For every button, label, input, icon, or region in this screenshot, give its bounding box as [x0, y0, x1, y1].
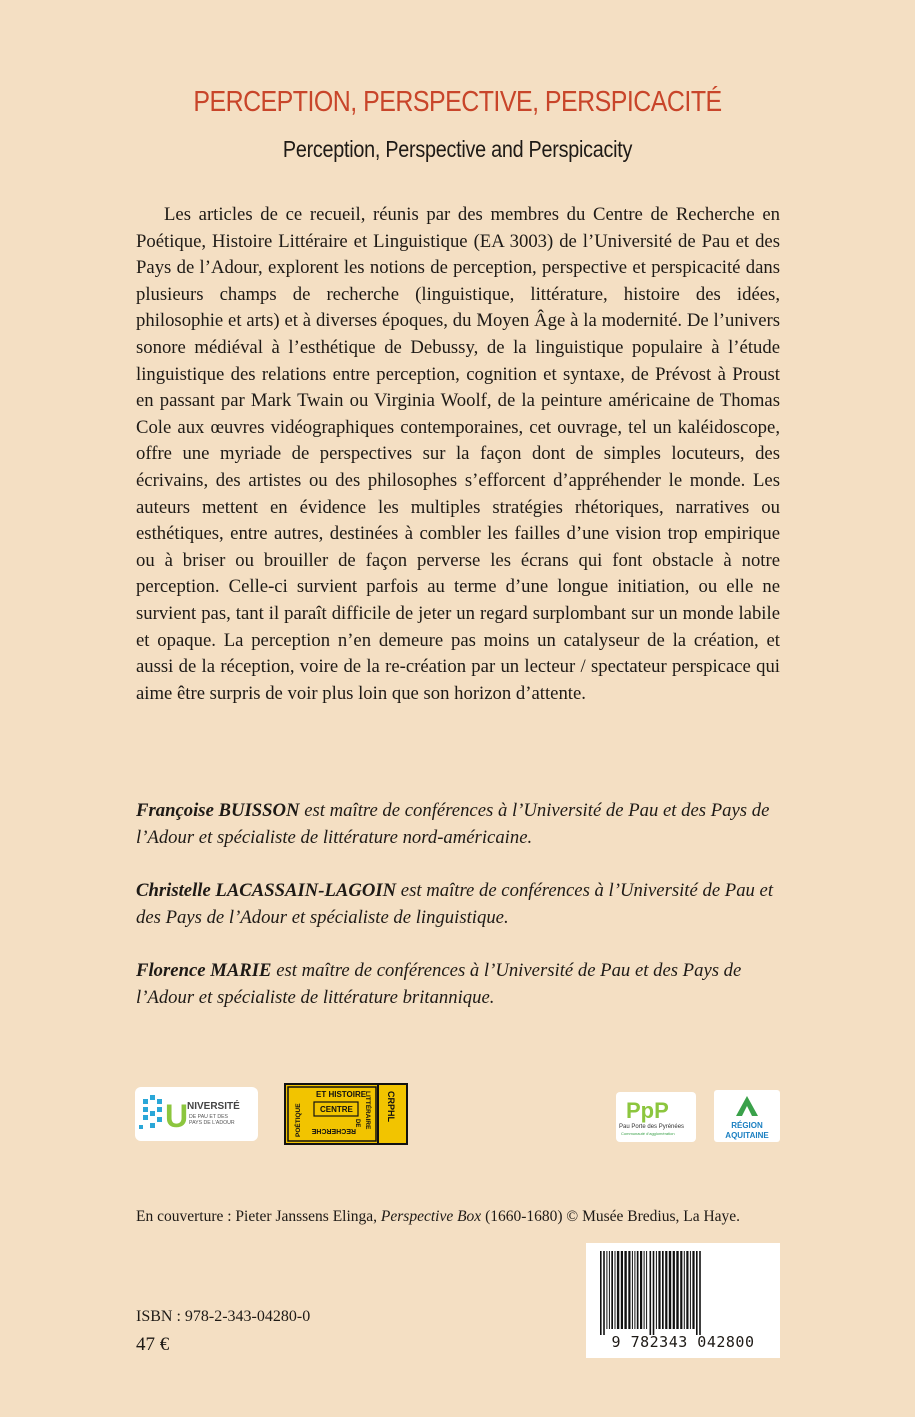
isbn: ISBN : 978-2-343-04280-0: [136, 1308, 311, 1325]
barcode: [586, 1243, 780, 1358]
barcode-bar: [644, 1251, 645, 1329]
barcode-bar: [637, 1251, 639, 1329]
barcode-bar: [673, 1251, 675, 1329]
barcode-bar: [680, 1251, 682, 1329]
barcode-bar: [600, 1251, 602, 1335]
author-description: est maître de conférences à l’Université de Pau et des Pays de l’Adour et spécialiste de linguistique.: [136, 880, 774, 928]
abstract-paragraph: Les articles de ce recueil, réunis par des membres du Centre de Recherche en Poétique, Histoire Littéraire et Linguistique (EA 3003) de l’Université de Pau et des Pays de l’Adour, explorent les notions de perception, perspective et perspicacité dans plusieurs champs de recherche (linguistique, littérature, histoire des idées, philosophie et arts) et à diverses époques, du Moyen Âge à la modernité. De l’univers sonore médiéval à l’esthétique de Debussy, de la linguistique populaire à l’étude linguistique des relations entre perception, cognition et syntaxe, de Prévost à Proust en passant par Mark Twain ou Virginia Woolf, de la peinture américaine de Thomas Cole aux œuvres vidéographiques contemporaines, cet ouvrage, tel un kaléidoscope, offre une myriade de perspectives sur la façon dont de simples locuteurs, des écrivains, des artistes ou des philosophes s’efforcent d’appréhender le monde. Les auteurs mettent en évidence les multiples stratégies rhétoriques, narratives ou esthétiques, entre autres, destinées à combler les failles d’une vision trop empirique ou à briser ou brouiller de façon perverse les écrans qui font obstacle à notre perception. Celle-ci survient parfois au terme d’une longue initiation, ou elle ne survient pas, tant il paraît difficile de jeter un regard surplombant sur un monde labile et opaque. La perception n’en demeure pas moins un catalyseur de la création, et aussi de la réception, voire de la re-création par un lecteur / spectateur perspicace qui aime être surpris de voir plus loin que son horizon d’attente.: [136, 204, 780, 704]
barcode-bar: [650, 1251, 652, 1335]
author-name: Françoise BUISSON: [136, 800, 300, 821]
barcode-bar: [665, 1251, 667, 1329]
barcode-bar: [656, 1251, 657, 1329]
barcode-bar: [624, 1251, 626, 1329]
crphl-side-text: CRPHL: [386, 1091, 396, 1122]
upp-line1: NIVERSITÉ: [187, 1101, 240, 1112]
university-pau-logo: [135, 1087, 258, 1141]
pau-pyrenees-logo: [616, 1092, 696, 1142]
upp-line2: DE PAU ET DES: [189, 1114, 229, 1120]
ppp-mark: PpP: [626, 1098, 669, 1123]
author-bio-2: [136, 878, 780, 931]
crphl-logo: [284, 1083, 408, 1145]
region-aquitaine-logo: [714, 1090, 780, 1142]
barcode-bar: [632, 1251, 633, 1329]
barcode-bar: [640, 1251, 642, 1329]
barcode-bar: [621, 1251, 623, 1329]
ppp-line2: Communauté d’agglomération: [621, 1131, 675, 1136]
author-bio-1: [136, 798, 780, 851]
crphl-text-d: LITTÉRAIRE: [364, 1091, 371, 1130]
author-name: Florence MARIE: [136, 960, 272, 981]
barcode-bar: [699, 1251, 701, 1335]
crphl-text-e: DE: [354, 1119, 360, 1128]
author-description: est maître de conférences à l’Université de Pau et des Pays de l’Adour et spécialiste de littérature britannique.: [136, 960, 742, 1008]
price: 47 €: [136, 1334, 170, 1355]
barcode-bar: [611, 1251, 613, 1329]
barcode-bar: [669, 1251, 671, 1329]
barcode-bar: [609, 1251, 610, 1329]
book-subtitle: Perception, Perspective and Perspicacity: [282, 136, 633, 162]
barcode-digits: 9 782343 042800: [611, 1333, 755, 1351]
barcode-bar: [696, 1251, 698, 1335]
barcode-bar: [646, 1251, 647, 1329]
author-bio-3: [136, 958, 780, 1011]
credit-prefix: En couverture : Pieter Janssens Elinga,: [136, 1208, 381, 1225]
upp-mark: U: [165, 1098, 189, 1134]
barcode-bar: [606, 1251, 607, 1329]
crphl-text-a: ET HISTOIRE: [316, 1090, 367, 1099]
aquitaine-line2: AQUITAINE: [725, 1131, 769, 1140]
barcode-bar: [603, 1251, 605, 1335]
barcode-bar: [686, 1251, 688, 1329]
barcode-bar: [684, 1251, 685, 1329]
crphl-text-f: RECHERCHE: [311, 1127, 356, 1134]
barcode-bar: [658, 1251, 660, 1329]
crphl-text-c: POÉTIQUE: [295, 1103, 302, 1137]
barcode-bar: [662, 1251, 664, 1329]
credit-work-title: Perspective Box: [380, 1208, 482, 1225]
author-name: Christelle LACASSAIN-LAGOIN: [136, 880, 397, 901]
book-title: PERCEPTION, PERSPECTIVE, PERSPICACITÉ: [193, 86, 722, 118]
barcode-bar: [617, 1251, 619, 1329]
barcode-bar: [634, 1251, 635, 1329]
ppp-line1: Pau Porte des Pyrénées: [619, 1124, 685, 1130]
upp-line3: PAYS DE L’ADOUR: [189, 1120, 235, 1126]
author-description: est maître de conférences à l’Université de Pau et des Pays de l’Adour et spécialiste de littérature nord-américaine.: [136, 800, 770, 848]
barcode-bar: [690, 1251, 691, 1329]
barcode-bar: [692, 1251, 694, 1329]
aquitaine-line1: RÉGION: [731, 1121, 763, 1130]
credit-suffix: (1660-1680) © Musée Bredius, La Haye.: [481, 1208, 741, 1225]
barcode-bar: [676, 1251, 678, 1329]
barcode-bar: [653, 1251, 655, 1335]
crphl-text-b: CENTRE: [320, 1105, 353, 1114]
barcode-bar: [615, 1251, 616, 1329]
cover-credit: [136, 1208, 740, 1226]
barcode-bar: [628, 1251, 630, 1329]
barcode-bars: [586, 1243, 780, 1338]
